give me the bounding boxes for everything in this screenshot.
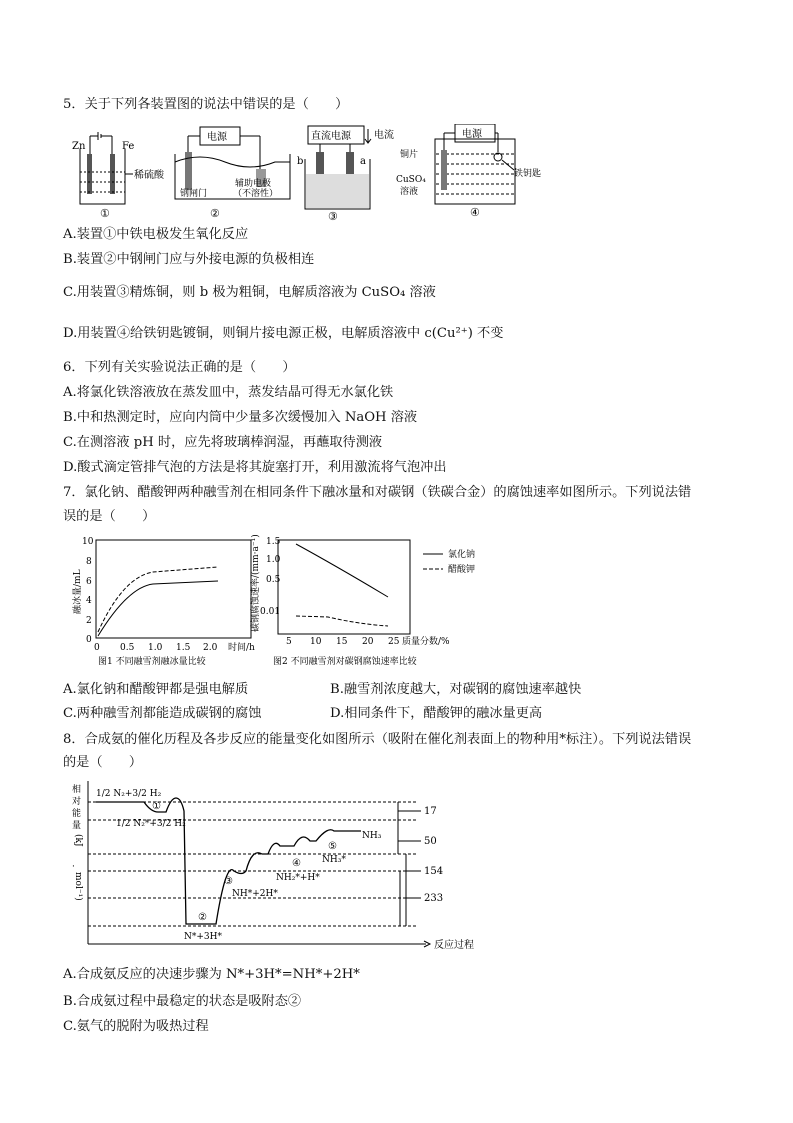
device-3: [297, 126, 394, 223]
q6-option-c[interactable]: C.在测溶液 pH 时，应先将玻璃棒润湿，再蘸取待测液: [63, 435, 383, 450]
chart2-ylabel: 碳钢腐蚀速率/(mm·a⁻¹): [251, 534, 261, 632]
step-1-number: ①: [152, 801, 161, 812]
q6-option-b[interactable]: B.中和热测定时，应向内筒中少量多次缓慢加入 NaOH 溶液: [63, 410, 418, 425]
chart1-ytick: 4: [86, 596, 92, 606]
q7-option-b[interactable]: B.融雪剂浓度越大，对碳钢的腐蚀速率越快: [330, 682, 582, 697]
chart2-ytick: 0.01: [260, 607, 281, 617]
legend-kac: 醋酸钾: [448, 565, 476, 575]
chart1-series-nacl: [98, 581, 218, 636]
q8-option-c[interactable]: C.氨气的脱附为吸热过程: [63, 1019, 209, 1034]
device-4-number: ④: [470, 206, 480, 219]
ylabel-char: 相: [72, 785, 82, 795]
label-zn: Zn: [72, 141, 86, 152]
ylabel-char: 能: [72, 809, 82, 819]
energy-ylabel: [72, 783, 84, 901]
state-nh2-h: NH₂*+H*: [276, 873, 320, 883]
state-n-3h: N*+3H*: [184, 932, 222, 942]
q7-stem-line2: 误的是（ ）: [63, 509, 156, 524]
q8-energy-diagram: [66, 776, 486, 956]
step-5-number: ⑤: [328, 841, 337, 852]
label-dilute-h2so4: 稀硫酸: [134, 170, 164, 181]
q5-option-d[interactable]: D.用装置④给铁钥匙镀铜，则铜片接电源正极，电解质溶液中 c(Cu²⁺) 不变: [63, 326, 504, 341]
q6-option-d[interactable]: D.酸式滴定管排气泡的方法是将其旋塞打开，利用激流将气泡冲出: [63, 460, 447, 475]
q8-option-a[interactable]: A.合成氨反应的决速步骤为 N*+3H*=NH*+2H*: [63, 967, 360, 982]
label-fe: Fe: [122, 141, 135, 152]
step-2-number: ②: [198, 912, 207, 923]
q7-charts-figure: [68, 532, 483, 672]
label-aux-electrode: 辅助电极: [235, 179, 272, 189]
device-1: [72, 132, 165, 220]
q7-option-a[interactable]: A.氯化钠和醋酸钾都是强电解质: [63, 682, 249, 697]
q7-option-c[interactable]: C.两种融雪剂都能造成碳钢的腐蚀: [63, 706, 262, 721]
q6-option-a[interactable]: A.将氯化铁溶液放在蒸发皿中，蒸发结晶可得无水氯化铁: [63, 385, 394, 400]
energy-value-233: 233: [424, 893, 444, 904]
ylabel-char: 对: [72, 797, 82, 807]
label-copper-sheet: 铜片: [400, 150, 419, 160]
chart2-ytick: 1.0: [266, 555, 281, 565]
device-1-number: ①: [100, 207, 110, 220]
chart1-xtick: 1.5: [176, 643, 191, 653]
q5-option-b[interactable]: B.装置②中钢闸门应与外接电源的负极相连: [63, 252, 315, 267]
chart2-yticks: [260, 537, 281, 617]
chart2-xtick: 10: [310, 637, 322, 647]
q7-option-d[interactable]: D.相同条件下，醋酸钾的融冰量更高: [330, 706, 543, 721]
device-2-number: ②: [210, 207, 220, 220]
chart1-xticks: [94, 643, 218, 653]
chart2-xtick: 20: [362, 637, 374, 647]
q5-apparatus-figure: [70, 124, 550, 224]
chart1-series-kac: [98, 567, 218, 632]
chart1-xtick: 0: [94, 643, 100, 653]
q6-stem: 6．下列有关实验说法正确的是（ ）: [63, 360, 296, 375]
chart1-caption: 图1 不同融雪剂融冰量比较: [98, 657, 206, 667]
chart1-ylabel: 融冰量/mL: [73, 569, 83, 614]
chart2-xlabel: 质量分数/%: [402, 637, 450, 647]
device-3-number: ③: [328, 210, 338, 223]
label-electrode-b: b: [297, 156, 304, 167]
chart2-caption: 图2 不同融雪剂对碳钢腐蚀速率比较: [273, 657, 417, 667]
q5-option-c[interactable]: C.用装置③精炼铜，则 b 极为粗铜，电解质溶液为 CuSO₄ 溶液: [63, 285, 436, 300]
label-electrode-a: a: [360, 156, 366, 167]
chart1-xtick: 2.0: [203, 643, 218, 653]
label-dc-power: 直流电源: [311, 131, 351, 142]
chart1-ytick: 8: [86, 557, 92, 567]
label-current: 电流: [374, 130, 394, 141]
chart2-series-nacl: [296, 544, 388, 597]
state-n2-adsorbed: 1/2 N₂*+3/2 H₂: [116, 819, 186, 829]
step-4-number: ④: [292, 858, 301, 869]
q8-stem-line2: 的是（ ）: [63, 755, 143, 770]
q7-stem-line1: 7．氯化钠、醋酸钾两种融雪剂在相同条件下融冰量和对碳钢（铁碳合金）的腐蚀速率如图所示。下列说法错: [63, 485, 692, 500]
energy-xlabel: 反应过程: [434, 940, 474, 951]
device-2: [175, 127, 290, 220]
state-nh-2h: NH*+2H*: [232, 889, 278, 899]
chart2-xtick: 25: [388, 637, 400, 647]
device-4: [396, 124, 541, 219]
state-n2-h2: 1/2 N₂+3/2 H₂: [96, 789, 162, 799]
q8-option-b[interactable]: B.合成氨过程中最稳定的状态是吸附态②: [63, 994, 302, 1009]
energy-value-50: 50: [424, 836, 437, 847]
state-nh3: NH₃: [362, 831, 382, 841]
legend-nacl: 氯化钠: [448, 550, 476, 560]
chart1-xtick: 1.0: [148, 643, 163, 653]
chart2-xtick: 15: [336, 637, 348, 647]
chart2-ytick: 0.5: [266, 575, 281, 585]
ylabel-char: 量: [72, 821, 82, 831]
q5-stem: 5．关于下列各装置图的说法中错误的是（ ）: [63, 97, 349, 112]
chart2-ytick: 1.5: [266, 537, 281, 547]
chart1-ytick: 10: [82, 537, 94, 547]
chart1-ytick: 6: [86, 577, 92, 587]
chart2-series-kac: [296, 616, 388, 626]
chart-corrosion-rate: [249, 534, 475, 667]
label-cuso4: CuSO₄: [396, 175, 426, 185]
ylabel-unit: (kJ: [73, 834, 83, 847]
step-3-number: ③: [224, 876, 233, 887]
chart-ice-melting: [71, 537, 255, 667]
ylabel-unit: mol⁻¹): [73, 872, 83, 901]
chart1-ytick: 2: [86, 616, 92, 626]
chart1-xtick: 0.5: [120, 643, 135, 653]
label-steel-gate: 钢闸门: [180, 189, 208, 199]
label-insoluble: （不溶性）: [233, 189, 279, 199]
chart1-xlabel: 时间/h: [228, 643, 255, 653]
label-power-2: 电源: [207, 132, 227, 143]
label-solution: 溶液: [400, 187, 419, 197]
label-iron-key: 铁钥匙: [514, 169, 542, 179]
chart2-xticks: [286, 637, 400, 647]
ylabel-char: ·: [72, 862, 75, 872]
label-power-4: 电源: [462, 129, 482, 140]
state-nh3-adsorbed: NH₃*: [322, 855, 346, 865]
chart1-yticks: [82, 537, 94, 645]
q8-stem-line1: 8．合成氨的催化历程及各步反应的能量变化如图所示（吸附在催化剂表面上的物种用*标注）。下列说法错误: [63, 732, 692, 747]
energy-value-17: 17: [424, 806, 437, 817]
energy-value-154: 154: [424, 866, 444, 877]
chart2-xtick: 5: [286, 637, 292, 647]
q5-option-a[interactable]: A.装置①中铁电极发生氧化反应: [63, 227, 249, 242]
chart1-ytick: 0: [86, 635, 92, 645]
